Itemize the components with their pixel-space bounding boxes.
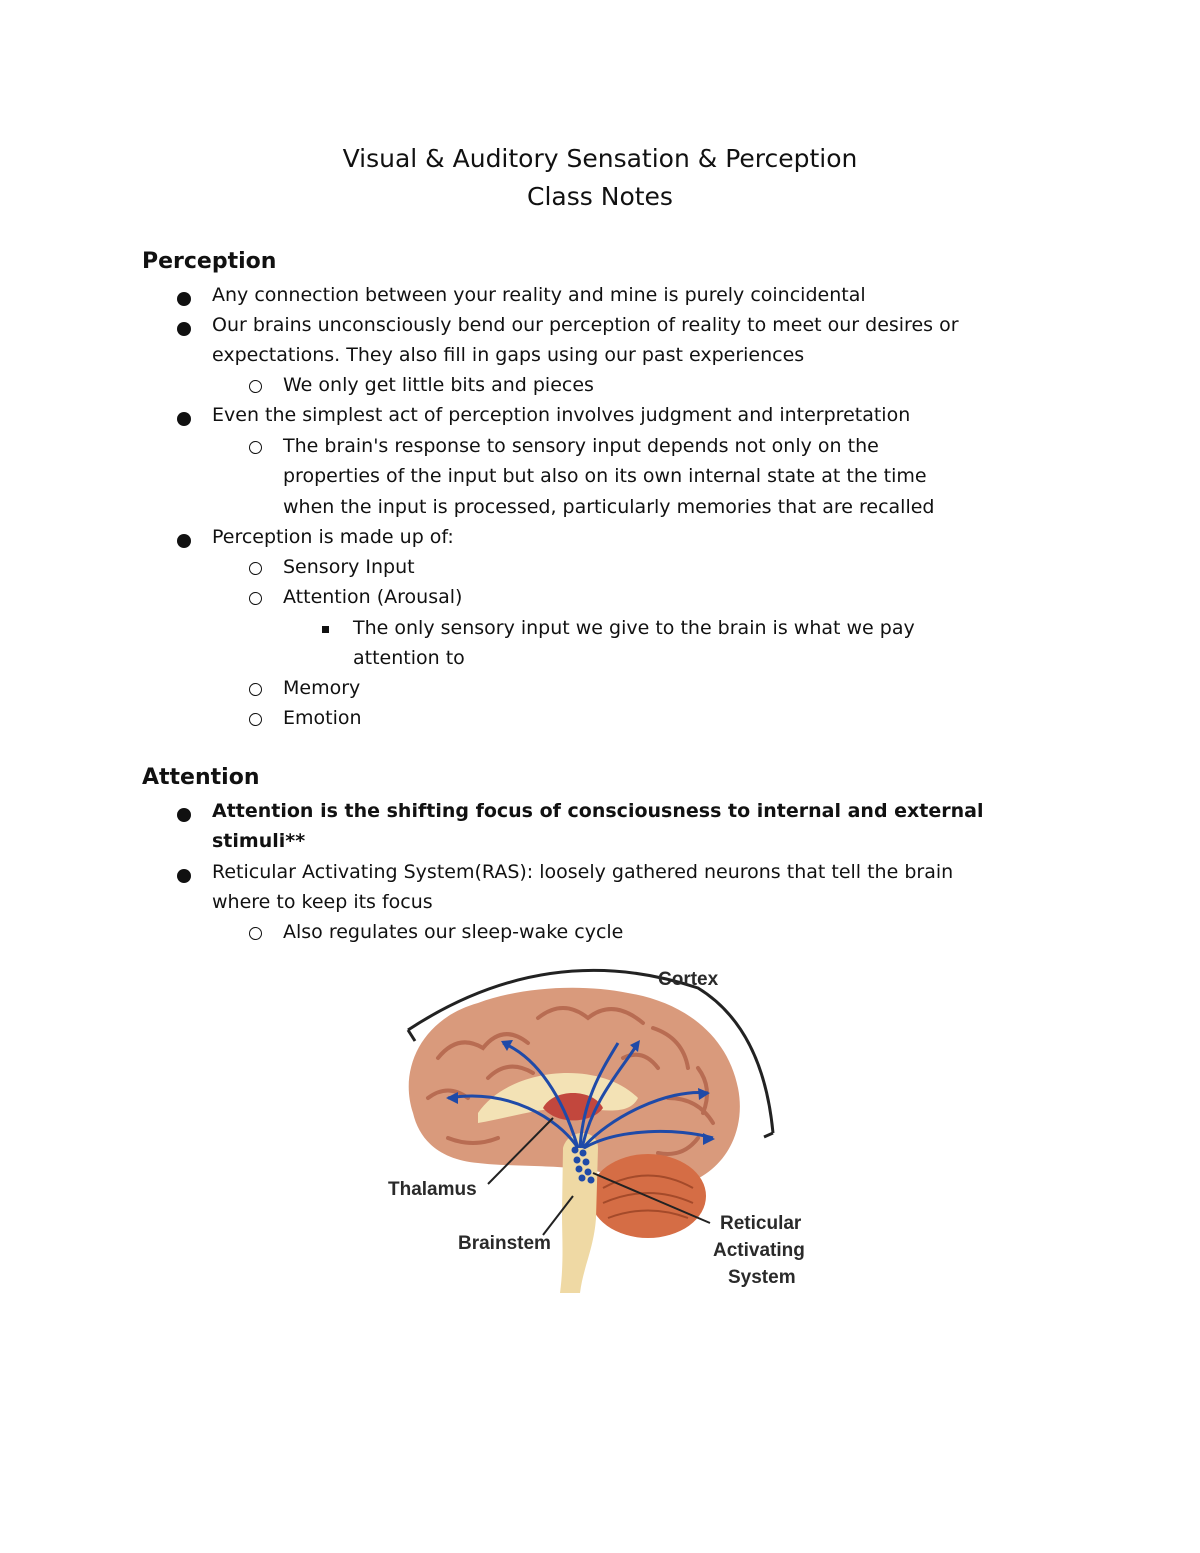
bullet-circle-icon (249, 592, 262, 605)
bullet-dot-icon (177, 322, 191, 336)
list-item-continuation: stimuli** (212, 830, 306, 852)
list-item-continuation: where to keep its focus (212, 891, 433, 913)
list-item: The only sensory input we give to the brain is what we pay (353, 617, 915, 639)
list-item-continuation: attention to (353, 647, 465, 669)
list-item-continuation: properties of the input but also on its own internal state at the time (283, 465, 927, 487)
list-item: Sensory Input (283, 556, 415, 578)
list-item: Any connection between your reality and mine is purely coincidental (212, 284, 866, 306)
ras-label-line1: Reticular (720, 1213, 802, 1234)
section-heading-perception: Perception (142, 249, 277, 274)
bullet-circle-icon (249, 683, 262, 696)
section-heading-attention: Attention (142, 765, 260, 790)
cortex-label: Cortex (658, 969, 719, 990)
list-item: We only get little bits and pieces (283, 374, 594, 396)
bullet-circle-icon (249, 927, 262, 940)
bullet-dot-icon (177, 534, 191, 548)
bullet-circle-icon (249, 713, 262, 726)
cortex-bracket-tick (764, 1133, 773, 1137)
brainstem-label: Brainstem (458, 1233, 551, 1254)
bullet-circle-icon (249, 562, 262, 575)
list-item: Even the simplest act of perception involves judgment and interpretation (212, 404, 911, 426)
brainstem-shape (560, 1133, 598, 1293)
ras-label-line2: Activating (713, 1240, 805, 1261)
ras-label-line3: System (728, 1267, 796, 1288)
list-item: Reticular Activating System(RAS): loosely gathered neurons that tell the brain (212, 861, 954, 883)
list-item: Emotion (283, 707, 362, 729)
list-item: Also regulates our sleep-wake cycle (283, 921, 624, 943)
list-item: Our brains unconsciously bend our perception of reality to meet our desires or (212, 314, 959, 336)
list-item-continuation: when the input is processed, particularly memories that are recalled (283, 496, 935, 518)
bullet-dot-icon (177, 292, 191, 306)
brain-diagram-figure (368, 948, 830, 1293)
document-subtitle: Class Notes (527, 182, 673, 211)
bullet-dot-icon (177, 808, 191, 822)
list-item-continuation: expectations. They also fill in gaps using our past experiences (212, 344, 805, 366)
list-item: Perception is made up of: (212, 526, 454, 548)
cortex-bracket-tick (408, 1030, 415, 1041)
bullet-circle-icon (249, 441, 262, 454)
document-title: Visual & Auditory Sensation & Perception (342, 144, 858, 173)
bullet-dot-icon (177, 869, 191, 883)
bullet-dot-icon (177, 412, 191, 426)
list-item: The brain's response to sensory input depends not only on the (283, 435, 879, 457)
thalamus-label: Thalamus (388, 1179, 477, 1200)
list-item: Attention is the shifting focus of consciousness to internal and external (212, 800, 984, 822)
list-item: Memory (283, 677, 361, 699)
bullet-circle-icon (249, 380, 262, 393)
bullet-square-icon (322, 626, 329, 633)
list-item: Attention (Arousal) (283, 586, 463, 608)
